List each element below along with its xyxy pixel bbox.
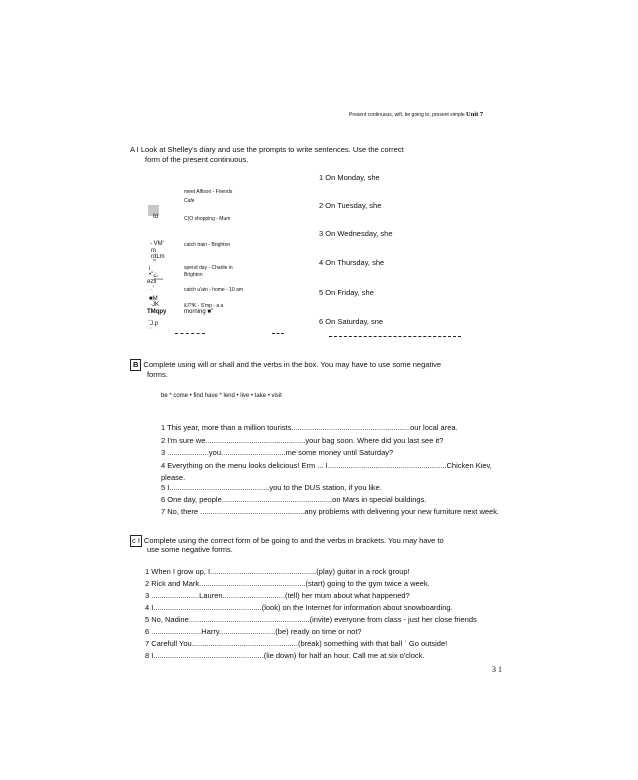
section-a-intro-line2: form of the present continuous. (145, 155, 249, 164)
section-c-intro-line2: use some negative forms. (147, 545, 233, 554)
exercise-item: 8 I.....................................................(lie down) for half an hour. Call me at six o'clock. (145, 651, 425, 660)
answer-line: 4 On Thursday, she (319, 258, 385, 267)
answer-line: 2 On Tuesday, she (319, 201, 382, 210)
exercise-item: 3 .......................Lauren..............................(tell) her mum about what happened? (145, 591, 410, 600)
exercise-item: 5 I................................................you to the DUS station, if you like. (161, 483, 382, 492)
answer-line: 6 On Saturday, sne (319, 317, 384, 326)
diary-entry: meet Alfison - Friends (184, 189, 233, 195)
answer-line: 3 On Wednesday, she (319, 229, 393, 238)
diary-scribble: •"¿, (149, 272, 159, 278)
exercise-item: 7 Carefull You...................................................(break) something with that ball ˈ Go outside! (145, 639, 448, 648)
exercise-item-continued: please. (161, 473, 186, 482)
diary-entry: morning ■" (184, 309, 214, 315)
exercise-item: 5 No, Nadine..........................................................(invite) everyone from class - just her close friends (145, 615, 477, 624)
diary-entry: Cafe (184, 198, 195, 204)
diary-entry: C(O shopping - Mum (184, 216, 231, 222)
section-c-label: c I (132, 536, 140, 545)
diary-entry: spend day - Charlie in (184, 265, 233, 271)
diary-bottom-rule (175, 333, 205, 334)
diary-scribble: "' (153, 260, 157, 266)
diary-scribble: TMqpy (147, 309, 167, 315)
verb-box: be * come • find have * lend • live • take • visit (161, 393, 282, 399)
exercise-item: 2 Rick and Mark...................................................(start) going to the gym twice a week. (145, 579, 430, 588)
diary-entry: Brighton (184, 272, 203, 278)
diary-scribble: ·JK (150, 302, 159, 308)
section-b-intro-line2: forms. (147, 370, 168, 379)
section-b-label: B (130, 359, 141, 371)
diary-scribble: .' (151, 286, 154, 292)
running-header (349, 111, 483, 118)
exercise-item: 1 When I grow up, I...................................................(play) guitar in a rock group! (145, 567, 410, 576)
diary-scribble: i (149, 266, 151, 272)
section-c-intro-line1: c I Complete using the correct form of be going to and the verbs in brackets. You may have to (132, 536, 444, 545)
diary-scribble: m (151, 248, 156, 254)
answer-line: 5 On Friday, she (319, 288, 374, 297)
diary-scribble: ezfl""" (147, 279, 163, 285)
diary-scribble: - VM' (150, 241, 164, 247)
diary-scribble: fd (153, 214, 159, 220)
diary-scribble: ■M (149, 296, 158, 302)
diary-bottom-rule (272, 333, 284, 334)
diary-entry: catch train - Brighton (184, 242, 231, 248)
exercise-item: 3 ....................you...............................me some money until Saturday? (161, 448, 394, 457)
section-a-intro-line1: A I Look at Shelley's diary and use the prompts to write sentences. Use the correct (130, 145, 404, 154)
exercise-item: 6 ........................Harry...........................(be) ready on time or not? (145, 627, 362, 636)
answer-line: 1 On Monday, she (319, 173, 380, 182)
exercise-item: 4 Everything on the menu looks delicious! Erm ... I.........................................................Chicken Kiev, (161, 461, 492, 470)
header-text: Present continuous, wifi, be going to, present simple (349, 112, 465, 118)
diary-entry: ilJ?!K - S'mp - a a (184, 303, 224, 309)
diary-entry: catch u'ain - home - 10 am (184, 287, 244, 293)
diary-scribble: ˈˈˈ (147, 328, 153, 334)
diary-scribble: rdLm (151, 254, 165, 260)
section-b-intro-line1: B Complete using will or shall and the verbs in the box. You may have to use some negative (130, 359, 441, 371)
header-unit: Unit 7 (466, 111, 484, 118)
section-a-label: A I (130, 145, 139, 154)
exercise-item: 2 I'm sure we................................................your bag soon. Where did you last see it? (161, 436, 444, 445)
exercise-item: 7 No, there ..................................................any problems with delivering your new furniture next week. (161, 507, 500, 516)
exercise-item: 6 One day, people.....................................................on Mars in special buildings. (161, 495, 427, 504)
diary-scribble: ˊJ.p (148, 321, 159, 327)
answer-write-line (329, 336, 461, 337)
exercise-item: 4 I....................................................(look) on the Internet for information about snowboarding. (145, 603, 453, 612)
page-number: 3 1 (492, 665, 502, 674)
exercise-item: 1 This year, more than a million tourists.........................................................our local area. (161, 423, 458, 432)
